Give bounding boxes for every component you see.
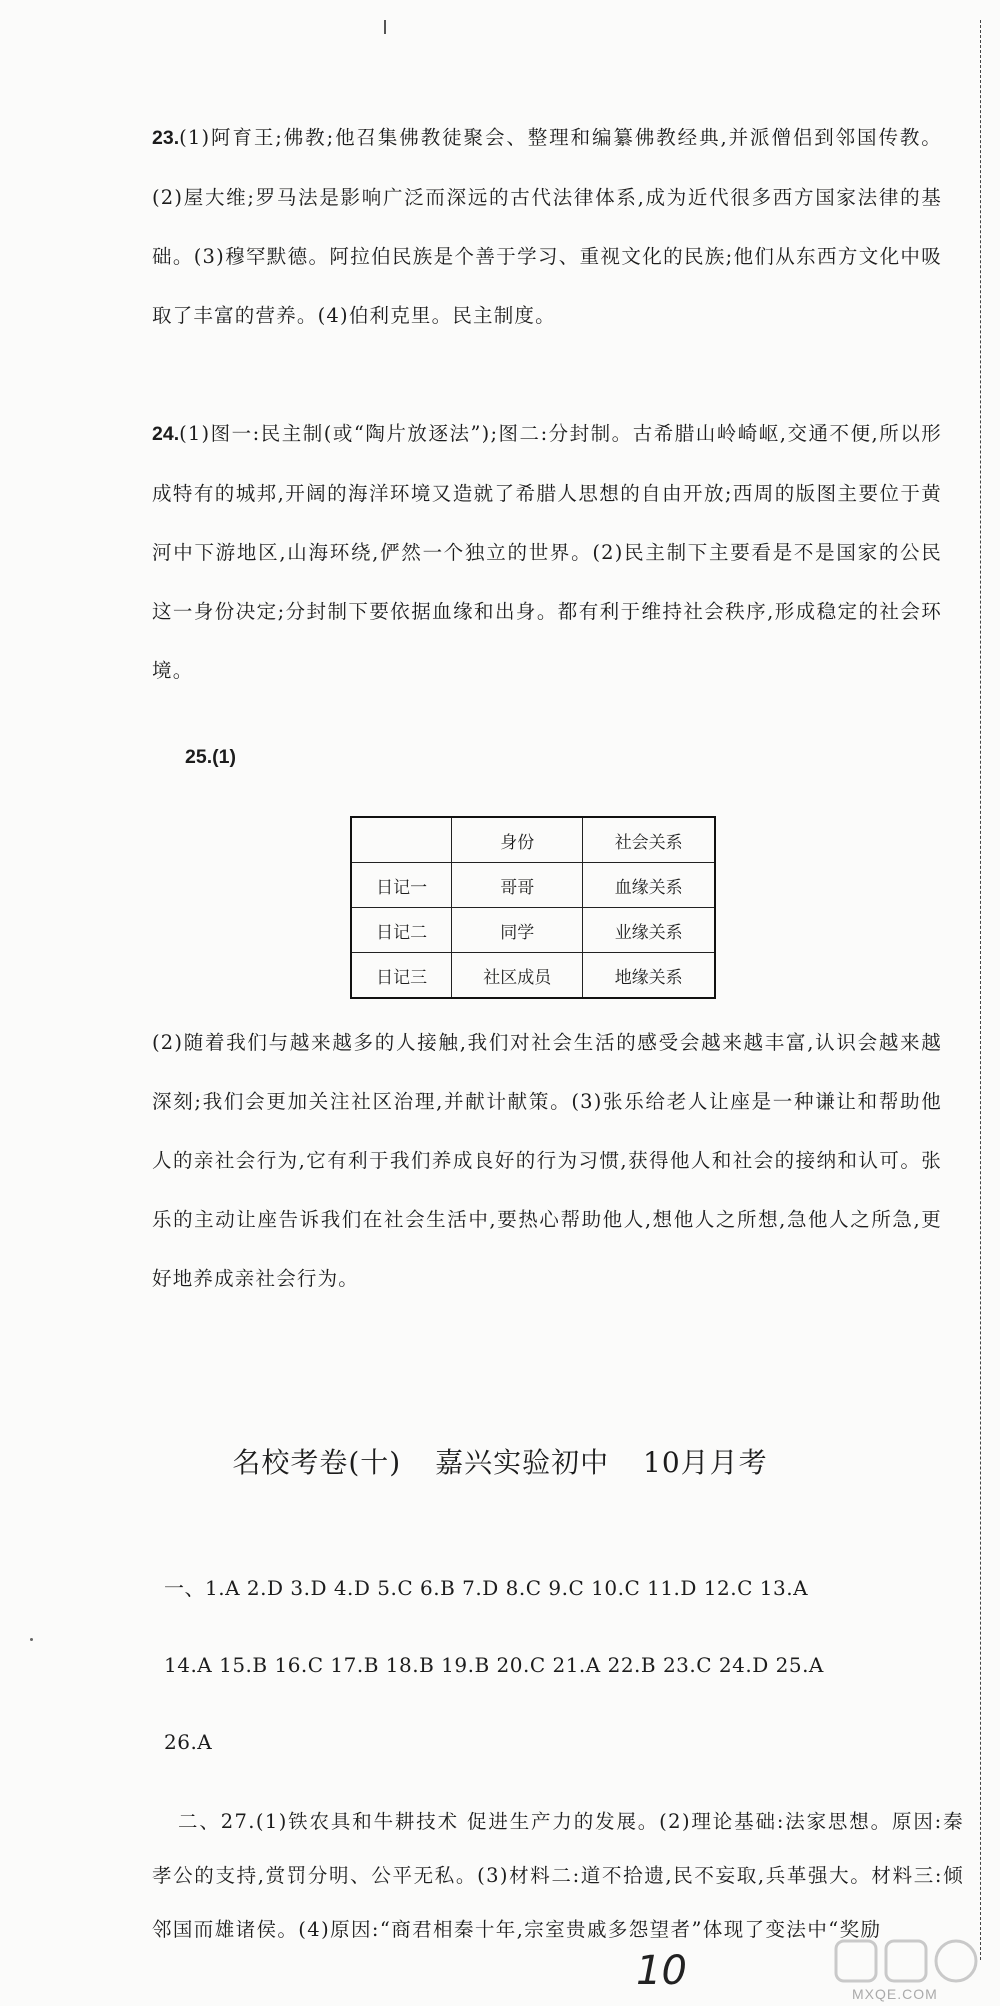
answer-text: (1)图一:民主制(或“陶片放逐法”);图二:分封制。古希腊山岭崎岖,交通不便,所以形成特有的城邦,开阔的海洋环境又造就了希腊人思想的自由开放;西周的版图主要位于黄河中下游地区,山海环绕,俨然一个独立的世界。(2)民主制下主要看是不是国家的公民这一身份决定;分封制下要依据血缘和出身。都有利于维持社会秩序,形成稳定的社会环境。 (152, 422, 942, 682)
table-header-cell: 身份 (452, 817, 583, 863)
table-cell: 哥哥 (452, 863, 583, 908)
scan-speck (30, 1638, 33, 1641)
table-header-row (351, 817, 715, 863)
table-cell: 日记三 (351, 953, 452, 999)
table-row (351, 908, 715, 953)
relationship-table (350, 816, 716, 999)
table-header-cell: 社会关系 (583, 817, 715, 863)
watermark-shape (886, 1941, 926, 1981)
exam-series: 名校考卷(十) (232, 1446, 402, 1479)
choice-answers-line-3: 26.A (164, 1730, 213, 1754)
table-cell: 地缘关系 (583, 953, 715, 999)
choice-answers-line-2: 14.A 15.B 16.C 17.B 18.B 19.B 20.C 21.A 22.B 23.C 24.D 25.A (164, 1653, 824, 1677)
question-number: 23. (152, 127, 180, 149)
exam-name: 10月月考 (643, 1446, 768, 1479)
watermark-shape (836, 1941, 876, 1981)
table-cell: 日记二 (351, 908, 452, 953)
question-number: 24. (152, 423, 180, 445)
answer-text: (1)阿育王;佛教;他召集佛教徒聚会、整理和编纂佛教经典,并派僧侣到邻国传教。(2)屋大维;罗马法是影响广泛而深远的古代法律体系,成为近代很多西方国家法律的基础。(3)穆罕默德。阿拉伯民族是个善于学习、重视文化的民族;他们从东西方文化中吸取了丰富的营养。(4)伯利克里。民主制度。 (152, 126, 942, 327)
table-cell: 社区成员 (452, 953, 583, 999)
answer-23 (152, 108, 942, 345)
watermark-text: MXQE.COM (852, 1986, 938, 2002)
table-cell: 业缘关系 (583, 908, 715, 953)
table-header-cell (351, 817, 452, 863)
table-row (351, 863, 715, 908)
answer-25-text: (2)随着我们与越来越多的人接触,我们对社会生活的感受会越来越丰富,认识会越来越深刻;我们会更加关注社区治理,并献计献策。(3)张乐给老人让座是一种谦让和帮助他人的亲社会行为,它有利于我们养成良好的行为习惯,获得他人和社会的接纳和认可。张乐的主动让座告诉我们在社会生活中,要热心帮助他人,想他人之所想,急他人之所急,更好地养成亲社会行为。 (152, 1031, 942, 1290)
section-title (0, 1441, 1000, 1481)
page-number: 10 (636, 1948, 687, 1994)
table-cell: 同学 (452, 908, 583, 953)
table-cell: 日记一 (351, 863, 452, 908)
top-tick-mark (384, 20, 386, 34)
watermark-shape (936, 1941, 976, 1981)
answer-24 (152, 404, 942, 700)
binding-dashed-line (980, 20, 981, 1960)
answer-25-label: 25.(1) (185, 746, 236, 768)
school-name: 嘉兴实验初中 (435, 1446, 610, 1479)
table-row (351, 953, 715, 999)
answer-27: 二、27.(1)铁农具和牛耕技术 促进生产力的发展。(2)理论基础:法家思想。原因:秦孝公的支持,赏罚分明、公平无私。(3)材料二:道不拾遗,民不妄取,兵革强大。材料三:倾邻国而雄诸侯。(4)原因:“商君相秦十年,宗室贵戚多怨望者”体现了变法中“奖励 (152, 1810, 964, 1941)
table-cell: 血缘关系 (583, 863, 715, 908)
choice-answers-line-1: 一、1.A 2.D 3.D 4.D 5.C 6.B 7.D 8.C 9.C 10.C 11.D 12.C 13.A (164, 1576, 809, 1600)
